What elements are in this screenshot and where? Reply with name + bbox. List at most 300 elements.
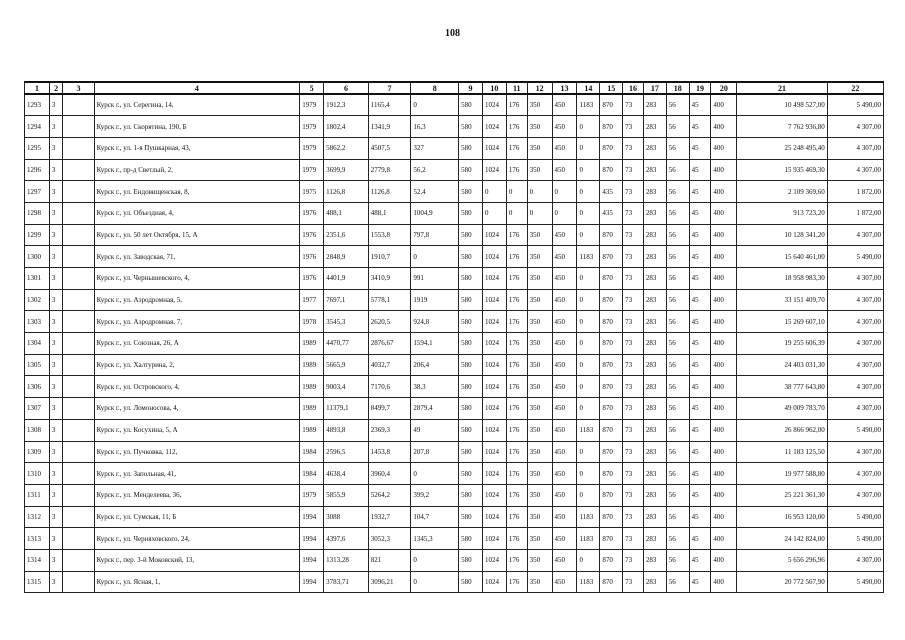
table-cell: 580 <box>459 333 483 355</box>
table-cell: 2879,4 <box>411 398 459 420</box>
table-cell: 1024 <box>482 549 506 571</box>
table-cell: 1024 <box>482 441 506 463</box>
page-number: 108 <box>445 28 460 39</box>
table-cell: 450 <box>552 333 577 355</box>
table-cell: 283 <box>643 441 666 463</box>
table-cell: 283 <box>643 311 666 333</box>
table-row <box>25 484 884 506</box>
table-cell: Курск г., ул. Ендовищенская, 8, <box>94 181 300 203</box>
table-cell: 1024 <box>482 268 506 290</box>
table-cell: 1979 <box>300 137 324 159</box>
table-cell: 1989 <box>300 419 324 441</box>
table-cell: 3 <box>49 202 63 224</box>
table-cell: 1024 <box>482 224 506 246</box>
table-cell: 4507,5 <box>368 137 411 159</box>
table-cell: 0 <box>411 94 459 116</box>
table-cell: 1553,8 <box>368 224 411 246</box>
table-cell: 45 <box>689 398 711 420</box>
table-cell: 0 <box>577 398 600 420</box>
table-cell: Курск г., ул. 1-я Пушкарная, 43, <box>94 137 300 159</box>
table-cell: 0 <box>506 202 527 224</box>
table-cell: 3 <box>49 528 63 550</box>
table-cell: 3 <box>49 159 63 181</box>
table-cell: 73 <box>623 246 644 268</box>
table-cell: 3 <box>49 441 63 463</box>
table-cell: 56 <box>666 441 689 463</box>
table-cell: 1978 <box>300 311 324 333</box>
table-cell: 0 <box>577 224 600 246</box>
table-cell: 400 <box>711 246 737 268</box>
table-row <box>25 159 884 181</box>
table-cell: 4 307,00 <box>827 224 883 246</box>
table-cell: 15 269 607,10 <box>737 311 827 333</box>
table-cell: 2596,5 <box>324 441 369 463</box>
housing-table <box>24 81 884 593</box>
table-cell: 0 <box>506 181 527 203</box>
table-cell: 283 <box>643 202 666 224</box>
table-cell: 870 <box>600 484 623 506</box>
table-cell: 2620,5 <box>368 311 411 333</box>
table-cell: 400 <box>711 441 737 463</box>
table-cell: 24 142 824,00 <box>737 528 827 550</box>
table-cell: 73 <box>623 181 644 203</box>
table-cell: 580 <box>459 398 483 420</box>
table-cell: 3 <box>49 311 63 333</box>
table-cell: 56 <box>666 268 689 290</box>
table-cell: 0 <box>577 484 600 506</box>
table-cell: 283 <box>643 376 666 398</box>
table-cell: 1183 <box>577 94 600 116</box>
table-cell: 4 307,00 <box>827 311 883 333</box>
table-row <box>25 116 884 138</box>
table-cell: 400 <box>711 268 737 290</box>
table-cell: 580 <box>459 181 483 203</box>
table-cell: 350 <box>527 246 552 268</box>
column-header: 22 <box>827 82 883 94</box>
table-cell: 176 <box>506 506 527 528</box>
table-cell: 45 <box>689 354 711 376</box>
table-cell: 0 <box>577 354 600 376</box>
table-cell: 1183 <box>577 528 600 550</box>
table-row <box>25 289 884 311</box>
table-cell: 350 <box>527 354 552 376</box>
table-cell: 73 <box>623 224 644 246</box>
table-cell: 56 <box>666 116 689 138</box>
table-cell: 283 <box>643 181 666 203</box>
table-cell: 1024 <box>482 571 506 593</box>
table-cell: 3699,9 <box>324 159 369 181</box>
table-cell: 1303 <box>25 311 50 333</box>
table-cell: 400 <box>711 398 737 420</box>
table-cell <box>63 333 94 355</box>
table-row <box>25 224 884 246</box>
table-cell: 176 <box>506 224 527 246</box>
table-cell: 870 <box>600 506 623 528</box>
table-cell: 4 307,00 <box>827 398 883 420</box>
table-cell: 16,3 <box>411 116 459 138</box>
table-cell: 0 <box>482 202 506 224</box>
table-cell: 15 640 461,00 <box>737 246 827 268</box>
table-cell: 56 <box>666 354 689 376</box>
table-cell: 5264,2 <box>368 484 411 506</box>
table-cell: 580 <box>459 246 483 268</box>
column-header: 20 <box>711 82 737 94</box>
table-cell: 1306 <box>25 376 50 398</box>
table-row <box>25 181 884 203</box>
table-cell: 283 <box>643 289 666 311</box>
table-cell <box>63 224 94 246</box>
table-cell: 400 <box>711 419 737 441</box>
table-cell: 870 <box>600 571 623 593</box>
table-cell: 1979 <box>300 484 324 506</box>
table-cell: 350 <box>527 506 552 528</box>
table-cell: 580 <box>459 116 483 138</box>
table-cell: 1305 <box>25 354 50 376</box>
table-cell: 1004,9 <box>411 202 459 224</box>
table-cell: 45 <box>689 441 711 463</box>
table-cell: 399,2 <box>411 484 459 506</box>
column-header: 5 <box>300 82 324 94</box>
table-cell <box>63 311 94 333</box>
table-cell: 1979 <box>300 116 324 138</box>
table-cell: 3 <box>49 463 63 485</box>
table-cell: 1126,8 <box>368 181 411 203</box>
table-cell: 1994 <box>300 528 324 550</box>
table-cell: 19 977 588,80 <box>737 463 827 485</box>
table-cell: 283 <box>643 398 666 420</box>
table-cell: 821 <box>368 549 411 571</box>
table-cell: 350 <box>527 333 552 355</box>
column-header: 11 <box>506 82 527 94</box>
table-cell: 450 <box>552 463 577 485</box>
table-cell: 1977 <box>300 289 324 311</box>
table-cell: 283 <box>643 246 666 268</box>
table-cell: 49 <box>411 419 459 441</box>
table-cell: 580 <box>459 419 483 441</box>
table-cell: 1802,4 <box>324 116 369 138</box>
table-cell: 1183 <box>577 246 600 268</box>
table-cell: 400 <box>711 463 737 485</box>
table-cell: 1183 <box>577 571 600 593</box>
table-cell: 3 <box>49 116 63 138</box>
table-cell: 73 <box>623 441 644 463</box>
table-cell: 1453,8 <box>368 441 411 463</box>
column-header: 21 <box>737 82 827 94</box>
table-cell: 488,1 <box>324 202 369 224</box>
table-cell: 3 <box>49 484 63 506</box>
table-cell: 0 <box>577 202 600 224</box>
table-cell: 4 307,00 <box>827 354 883 376</box>
table-cell: 3 <box>49 549 63 571</box>
table-cell: 4 307,00 <box>827 484 883 506</box>
table-cell <box>63 268 94 290</box>
table-cell: 1989 <box>300 376 324 398</box>
table-cell: 400 <box>711 181 737 203</box>
table-cell: 10 128 341,20 <box>737 224 827 246</box>
table-cell: Курск г., ул. Аэродромная, 5, <box>94 289 300 311</box>
table-cell <box>63 159 94 181</box>
table-cell: 0 <box>482 181 506 203</box>
table-cell: 450 <box>552 441 577 463</box>
table-cell: 450 <box>552 376 577 398</box>
table-cell: 73 <box>623 159 644 181</box>
table-cell: 3 <box>49 333 63 355</box>
table-cell: 1975 <box>300 181 324 203</box>
table-cell: 0 <box>577 333 600 355</box>
header-row <box>25 82 884 94</box>
table-cell: 4032,7 <box>368 354 411 376</box>
table-cell: 870 <box>600 549 623 571</box>
column-header: 6 <box>324 82 369 94</box>
table-cell: 20 772 567,90 <box>737 571 827 593</box>
table-cell: 56 <box>666 246 689 268</box>
table-cell: 0 <box>527 202 552 224</box>
table-cell: 1912,3 <box>324 94 369 116</box>
table-cell: 3 <box>49 419 63 441</box>
table-cell: 3052,3 <box>368 528 411 550</box>
table-cell: 56 <box>666 94 689 116</box>
table-cell: 870 <box>600 463 623 485</box>
table-cell: 350 <box>527 484 552 506</box>
table-cell: 400 <box>711 116 737 138</box>
table-cell <box>63 549 94 571</box>
table-cell: 350 <box>527 311 552 333</box>
table-cell: 45 <box>689 94 711 116</box>
table-cell: 400 <box>711 311 737 333</box>
table-cell <box>63 506 94 528</box>
table-cell: 5 490,00 <box>827 506 883 528</box>
table-cell: 350 <box>527 419 552 441</box>
table-cell: Курск г., ул. Объездная, 4, <box>94 202 300 224</box>
table-cell: 400 <box>711 506 737 528</box>
table-cell: 400 <box>711 571 737 593</box>
column-header: 4 <box>94 82 300 94</box>
table-cell: 45 <box>689 289 711 311</box>
table-cell: 5 490,00 <box>827 94 883 116</box>
table-cell: 1345,3 <box>411 528 459 550</box>
table-cell: 450 <box>552 354 577 376</box>
table-cell: 400 <box>711 289 737 311</box>
table-cell: 4 307,00 <box>827 333 883 355</box>
table-cell: 1307 <box>25 398 50 420</box>
table-cell: 283 <box>643 419 666 441</box>
table-cell: 450 <box>552 484 577 506</box>
table-cell: 56 <box>666 289 689 311</box>
table-cell: 1024 <box>482 419 506 441</box>
table-cell: 400 <box>711 376 737 398</box>
table-cell: 176 <box>506 159 527 181</box>
table-cell: 176 <box>506 289 527 311</box>
table-cell: 580 <box>459 311 483 333</box>
table-cell: 0 <box>411 246 459 268</box>
table-row <box>25 419 884 441</box>
table-cell: 4 307,00 <box>827 268 883 290</box>
table-cell: 435 <box>600 202 623 224</box>
table-cell: 56 <box>666 224 689 246</box>
table-cell: 870 <box>600 268 623 290</box>
column-header: 15 <box>600 82 623 94</box>
table-cell: 283 <box>643 159 666 181</box>
table-cell: 0 <box>577 549 600 571</box>
table-cell: 4397,6 <box>324 528 369 550</box>
table-cell: 0 <box>577 137 600 159</box>
table-cell: 1165,4 <box>368 94 411 116</box>
table-cell: 45 <box>689 549 711 571</box>
table-cell: 5862,2 <box>324 137 369 159</box>
table-cell: Курск г., ул. Халтурина, 2, <box>94 354 300 376</box>
table-cell: 73 <box>623 137 644 159</box>
table-cell: 3 <box>49 571 63 593</box>
table-cell: Курск г., ул. Ломоносова, 4, <box>94 398 300 420</box>
table-cell: 45 <box>689 333 711 355</box>
table-cell: 176 <box>506 441 527 463</box>
table-cell: 1976 <box>300 202 324 224</box>
table-cell: 3 <box>49 398 63 420</box>
table-cell: 3 <box>49 354 63 376</box>
table-cell: 5 490,00 <box>827 528 883 550</box>
table-row <box>25 441 884 463</box>
table-cell: 870 <box>600 116 623 138</box>
table-cell: 7 762 936,80 <box>737 116 827 138</box>
table-cell: 2 109 369,60 <box>737 181 827 203</box>
table-cell: 488,1 <box>368 202 411 224</box>
table-cell: 350 <box>527 137 552 159</box>
column-header: 2 <box>49 82 63 94</box>
table-cell: 450 <box>552 506 577 528</box>
table-cell: 1309 <box>25 441 50 463</box>
table-cell <box>63 398 94 420</box>
table-cell: 16 953 120,00 <box>737 506 827 528</box>
table-cell: 1910,7 <box>368 246 411 268</box>
table-cell: 0 <box>577 268 600 290</box>
table-cell: 450 <box>552 419 577 441</box>
table-cell: 400 <box>711 224 737 246</box>
table-cell: 1296 <box>25 159 50 181</box>
table-cell: 350 <box>527 289 552 311</box>
table-cell: 350 <box>527 549 552 571</box>
table-cell: 450 <box>552 116 577 138</box>
table-cell: 38,3 <box>411 376 459 398</box>
table-cell: 283 <box>643 94 666 116</box>
table-cell: 4 307,00 <box>827 376 883 398</box>
table-cell: 870 <box>600 224 623 246</box>
table-cell: 1024 <box>482 506 506 528</box>
table-cell: 4893,8 <box>324 419 369 441</box>
table-cell: 283 <box>643 463 666 485</box>
table-cell: 580 <box>459 506 483 528</box>
table-cell: 176 <box>506 94 527 116</box>
table-cell <box>63 202 94 224</box>
table-cell: 580 <box>459 571 483 593</box>
table-cell: 1024 <box>482 159 506 181</box>
table-cell: 0 <box>577 181 600 203</box>
table-cell: 1979 <box>300 159 324 181</box>
table-cell: 2876,67 <box>368 333 411 355</box>
table-cell: 1932,7 <box>368 506 411 528</box>
table-cell: 56 <box>666 333 689 355</box>
table-cell: 0 <box>577 376 600 398</box>
table-cell: 207,8 <box>411 441 459 463</box>
table-cell: Курск г., ул. Чернышевского, 4, <box>94 268 300 290</box>
table-cell: 283 <box>643 137 666 159</box>
column-header: 3 <box>63 82 94 94</box>
table-cell: 5 490,00 <box>827 246 883 268</box>
table-cell: 4 307,00 <box>827 137 883 159</box>
table-cell: 8499,7 <box>368 398 411 420</box>
table-cell: 4 307,00 <box>827 463 883 485</box>
table-cell: 176 <box>506 571 527 593</box>
table-cell <box>63 376 94 398</box>
table-cell: 73 <box>623 419 644 441</box>
table-cell: 3545,3 <box>324 311 369 333</box>
table-cell: 176 <box>506 419 527 441</box>
table-cell <box>63 484 94 506</box>
table-cell <box>63 441 94 463</box>
table-cell: 52,4 <box>411 181 459 203</box>
table-cell: 870 <box>600 159 623 181</box>
table-cell: 1989 <box>300 398 324 420</box>
table-cell: 45 <box>689 311 711 333</box>
table-cell: 73 <box>623 484 644 506</box>
table-cell: 45 <box>689 506 711 528</box>
table-cell: 400 <box>711 354 737 376</box>
table-cell: 45 <box>689 246 711 268</box>
table-cell: 350 <box>527 159 552 181</box>
table-cell: 350 <box>527 224 552 246</box>
table-cell: 5 490,00 <box>827 419 883 441</box>
table-cell: 0 <box>577 289 600 311</box>
table-cell: 350 <box>527 94 552 116</box>
table-cell: 1979 <box>300 94 324 116</box>
table-cell: 73 <box>623 94 644 116</box>
table-cell: 580 <box>459 289 483 311</box>
table-cell: 1301 <box>25 268 50 290</box>
table-cell: 2779,8 <box>368 159 411 181</box>
table-cell: 3410,9 <box>368 268 411 290</box>
table-cell: 3096,21 <box>368 571 411 593</box>
table-cell: 104,7 <box>411 506 459 528</box>
table-cell: 1984 <box>300 463 324 485</box>
table-cell: 450 <box>552 137 577 159</box>
table-cell: 3 <box>49 289 63 311</box>
table-cell: 176 <box>506 463 527 485</box>
table-cell: 450 <box>552 94 577 116</box>
table-cell: 33 151 409,70 <box>737 289 827 311</box>
table-cell: 1024 <box>482 463 506 485</box>
table-cell: 2351,6 <box>324 224 369 246</box>
table-cell: 1297 <box>25 181 50 203</box>
table-cell: 3088 <box>324 506 369 528</box>
table-cell: 4 307,00 <box>827 159 883 181</box>
table-cell: 45 <box>689 224 711 246</box>
column-header: 16 <box>623 82 644 94</box>
table-cell: Курск г., ул. Менделеева, 36, <box>94 484 300 506</box>
table-cell: 56 <box>666 202 689 224</box>
table-cell: 1313 <box>25 528 50 550</box>
table-cell: 580 <box>459 354 483 376</box>
table-cell: 991 <box>411 268 459 290</box>
table-cell: 5855,9 <box>324 484 369 506</box>
table-cell: 45 <box>689 159 711 181</box>
table-cell: 56 <box>666 159 689 181</box>
table-cell: 38 777 643,80 <box>737 376 827 398</box>
table-cell: 73 <box>623 506 644 528</box>
table-cell: 870 <box>600 94 623 116</box>
table-cell: 73 <box>623 202 644 224</box>
table-cell: 1024 <box>482 376 506 398</box>
table-cell: 1126,8 <box>324 181 369 203</box>
table-cell: 580 <box>459 484 483 506</box>
